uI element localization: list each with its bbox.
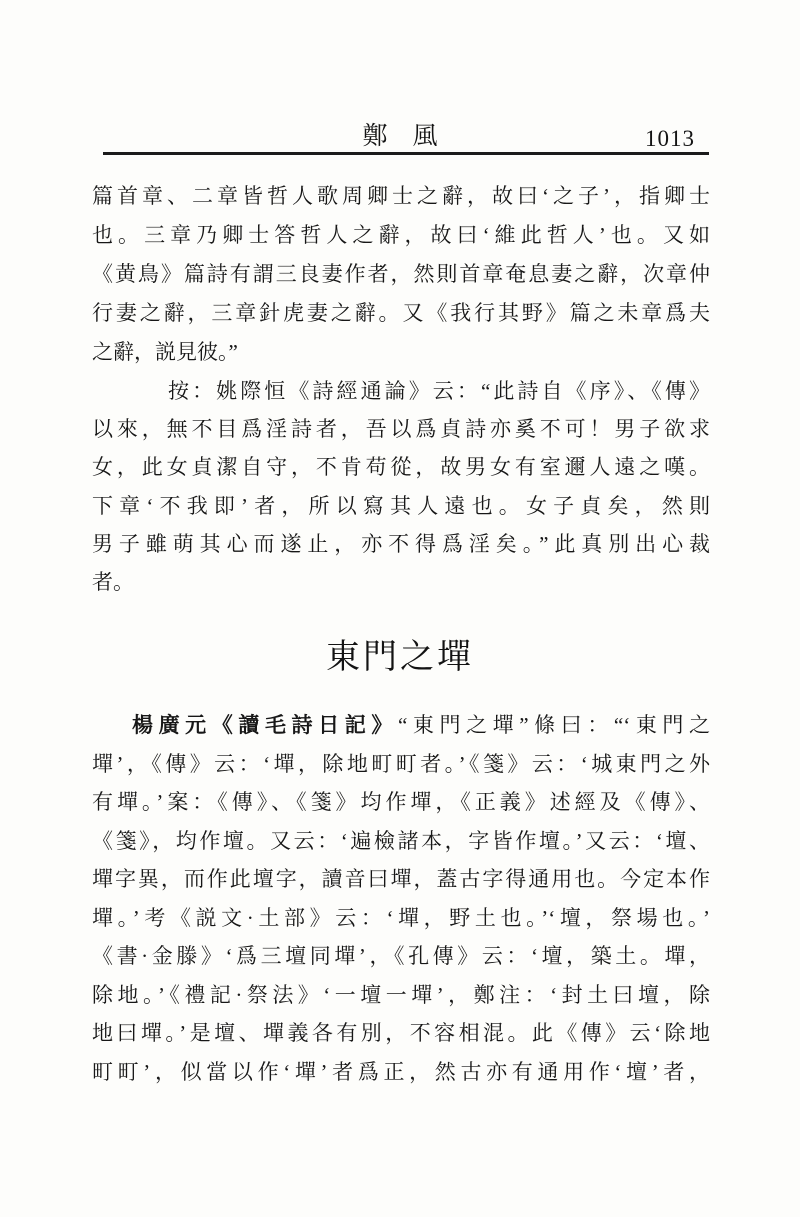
running-head-title: 鄭 風 bbox=[362, 123, 438, 150]
text-line: 墠。’考《説文·土部》云：‘墠，野土也。’‘壇，祭場也。’ bbox=[92, 905, 710, 930]
text-line: 女，此女貞潔自守，不肯苟從，故男女有室邇人遠之嘆。 bbox=[92, 455, 710, 480]
entry-paragraph bbox=[92, 706, 710, 1091]
section-title: 東門之墠 bbox=[326, 639, 474, 676]
text-line: 篇首章、二章皆哲人歌周卿士之辭，故曰‘之子’，指卿士 bbox=[92, 184, 710, 208]
text-line: 也。三章乃卿士答哲人之辭，故曰‘維此哲人’也。又如 bbox=[92, 223, 710, 247]
text-line: 有墠。’案：《傳》、《箋》均作墠，《正義》述經及《傳》、 bbox=[92, 790, 710, 814]
text-line: 下章‘不我即’者，所以寫其人遠也。女子貞矣，然則 bbox=[92, 493, 710, 518]
text-line: 男子雖萌其心而遂止，亦不得爲淫矣。”此真別出心裁 bbox=[92, 531, 710, 556]
header-rule bbox=[103, 152, 709, 155]
text-line-rest: “東門之墠”條曰：“‘東門之 bbox=[397, 713, 710, 737]
text-line: 墠字異，而作此壇字，讀音曰墠，蓋古字得通用也。今定本作 bbox=[92, 867, 710, 891]
text-line: 以來，無不目爲淫詩者，吾以爲貞詩亦奚不可！男子欲求 bbox=[92, 417, 710, 442]
text-line: 除地。’《禮記·祭法》‘一壇一墠’，鄭注：‘封土曰壇，除 bbox=[92, 982, 710, 1007]
text-line: 《書·金滕》‘爲三壇同墠’，《孔傳》云：‘壇，築土。墠， bbox=[92, 944, 710, 968]
author-and-book-title: 楊廣元《讀毛詩日記》 bbox=[132, 713, 398, 737]
page-number: 1013 bbox=[645, 126, 695, 151]
text-line: 《箋》，均作壇。又云：‘遍檢諸本，字皆作壇。’又云：‘壇、 bbox=[92, 828, 710, 853]
paragraph-continuation bbox=[92, 177, 710, 372]
text-line: 行妻之辭，三章針虎妻之辭。又《我行其野》篇之未章爲夫 bbox=[92, 301, 710, 325]
text-line: 地曰墠。’是壇、墠義各有別，不容相混。此《傳》云‘除地 bbox=[92, 1021, 710, 1045]
text-line bbox=[92, 706, 710, 745]
text-line: 墠’，《傳》云：‘墠，除地町町者。’《箋》云：‘城東門之外 bbox=[92, 751, 710, 776]
text-line: 者。 bbox=[92, 569, 134, 594]
text-line: 按：姚際恒《詩經通論》云：“此詩自《序》、《傳》 bbox=[168, 379, 710, 403]
text-line: 之辭，説見彼。” bbox=[92, 340, 238, 364]
commentary-paragraph bbox=[92, 372, 710, 601]
text-line: 町町’，似當以作‘墠’者爲正，然古亦有通用作‘壇’者， bbox=[92, 1059, 710, 1084]
text-line: 《黄鳥》篇詩有謂三良妻作者，然則首章奄息妻之辭，次章仲 bbox=[92, 262, 710, 286]
